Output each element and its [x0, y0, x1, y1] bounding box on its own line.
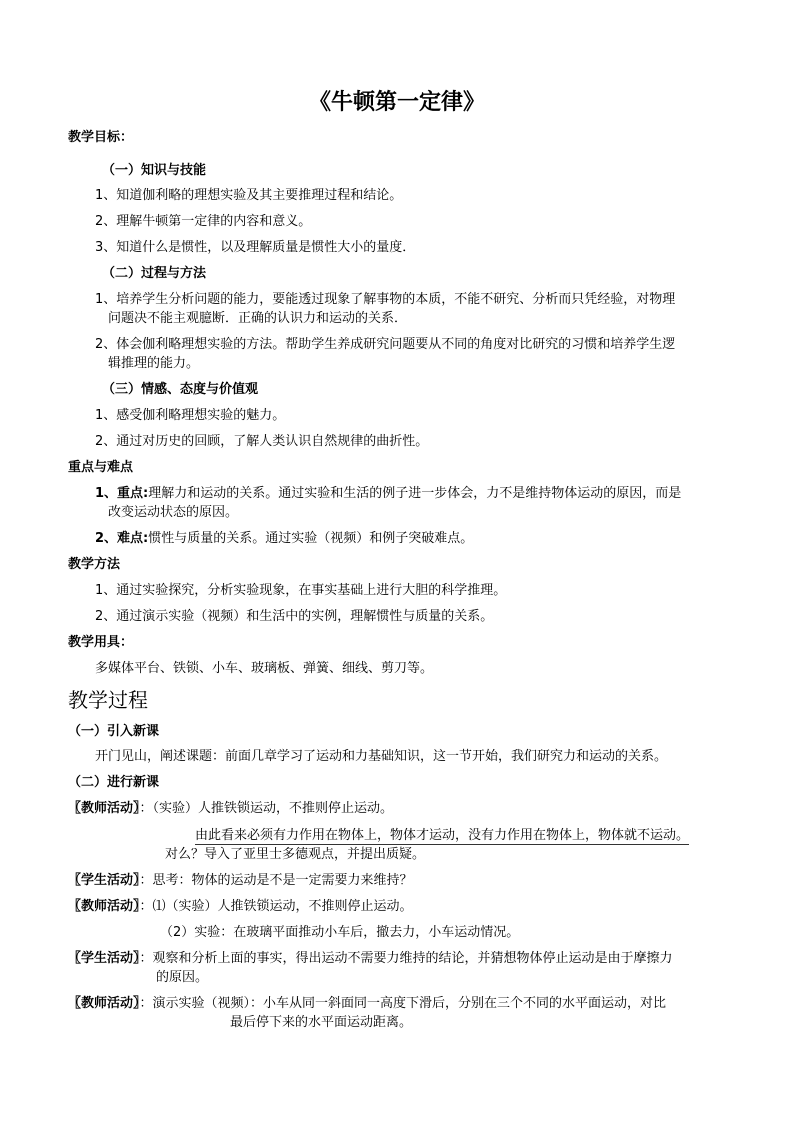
- key-point-1-line2: 改变运动状态的原因。: [108, 505, 239, 520]
- method-item: 2、通过演示实验（视频）和生活中的实例，理解惯性与质量的关系。: [95, 609, 494, 624]
- activity-label: 〖教师活动〗: [68, 899, 140, 914]
- activity-label: 〖学生活动〗: [68, 873, 140, 888]
- sec1-heading: （一）知识与技能: [102, 163, 207, 178]
- activity-teacher-3-line2: 最后停下来的水平面运动距离。: [230, 1015, 413, 1030]
- key-point-2-text: 惯性与质量的关系。通过实验（视频）和例子突破难点。: [148, 531, 474, 546]
- key-point-2: [95, 531, 473, 547]
- activity-student-2: [68, 951, 673, 967]
- method-heading: 教学方法: [68, 557, 121, 572]
- sec1-item: 3、知道什么是惯性，以及理解质量是惯性大小的量度．: [95, 240, 416, 255]
- sec2-item2-line2: 辑推理的能力。: [108, 356, 200, 371]
- sec2-item1-line1: 1、培养学生分析问题的能力，要能透过现象了解事物的本质，不能不研究、分析而只凭经验，对物理: [95, 292, 676, 307]
- goals-heading: 教学目标：: [68, 130, 134, 145]
- sec3-item: 2、通过对历史的回顾，了解人类认识自然规律的曲折性。: [95, 434, 429, 449]
- activity-label: 〖教师活动〗: [68, 996, 140, 1011]
- activity-text: ：演示实验（视频）：小车从同一斜面同一高度下滑后，分别在三个不同的水平面运动，对比: [139, 996, 667, 1011]
- activity-label: 〖教师活动〗: [68, 801, 140, 816]
- activity-text: ：思考：物体的运动是不是一定需要力来维持？: [139, 873, 413, 888]
- activity-student-1: [68, 873, 413, 889]
- sec3-heading: （三）情感、态度与价值观: [102, 382, 259, 397]
- key-heading: 重点与难点: [68, 460, 134, 475]
- activity-note-line1: 由此看来必须有力作用在物体上，物体才运动，没有力作用在物体上，物体就不运动。: [195, 828, 690, 843]
- activity-teacher-2: [68, 899, 413, 915]
- key-point-1: [95, 486, 681, 502]
- process-p2-heading: （二）进行新课: [68, 775, 160, 790]
- sec3-item: 1、感受伽利略理想实验的魅力。: [95, 408, 286, 423]
- activity-student-2-line2: 的原因。: [156, 970, 209, 985]
- activity-teacher-3: [68, 996, 666, 1012]
- activity-text: ：观察和分析上面的事实，得出运动不需要力维持的结论，并猜想物体停止运动是由于摩擦力: [139, 951, 673, 966]
- process-p1-text: 开门见山，阐述课题：前面几章学习了运动和力基础知识，这一节开始，我们研究力和运动的关系。: [95, 749, 668, 764]
- tools-heading: 教学用具：: [68, 635, 134, 650]
- sec2-item2-line1: 2、体会伽利略理想实验的方法。帮助学生养成研究问题要从不同的角度对比研究的习惯和培养学生逻: [95, 337, 676, 352]
- sec2-item1-line2: 问题决不能主观臆断．正确的认识力和运动的关系．: [108, 311, 408, 326]
- method-item: 1、通过实验探究，分析实验现象，在事实基础上进行大胆的科学推理。: [95, 583, 507, 598]
- document-title: 《牛顿第一定律》: [308, 90, 485, 115]
- key-point-1-label: 1、重点:: [95, 486, 149, 501]
- key-point-1-text: 理解力和运动的关系。通过实验和生活的例子进一步体会，力不是维持物体运动的原因，而是: [148, 486, 682, 501]
- process-p1-heading: （一）引入新课: [68, 724, 160, 739]
- tools-text: 多媒体平台、铁锁、小车、玻璃板、弹簧、细线、剪刀等。: [95, 661, 434, 676]
- key-point-2-label: 2、难点:: [95, 531, 149, 546]
- activity-label: 〖学生活动〗: [68, 951, 140, 966]
- activity-note-line2: 对么？导入了亚里士多德观点，并提出质疑。: [165, 847, 426, 862]
- activity-text: ：（实验）人推铁锁运动，不推则停止运动。: [139, 801, 394, 816]
- activity-text: ：⑴（实验）人推铁锁运动，不推则停止运动。: [139, 899, 413, 914]
- process-heading: 教学过程: [68, 688, 148, 712]
- sec1-item: 1、知道伽利略的理想实验及其主要推理过程和结论。: [95, 188, 403, 203]
- sec2-heading: （二）过程与方法: [102, 266, 207, 281]
- activity-teacher-2-sub: （2）实验：在玻璃平面推动小车后，撤去力，小车运动情况。: [160, 925, 520, 940]
- sec1-item: 2、理解牛顿第一定律的内容和意义。: [95, 214, 312, 229]
- activity-teacher-1: [68, 801, 393, 817]
